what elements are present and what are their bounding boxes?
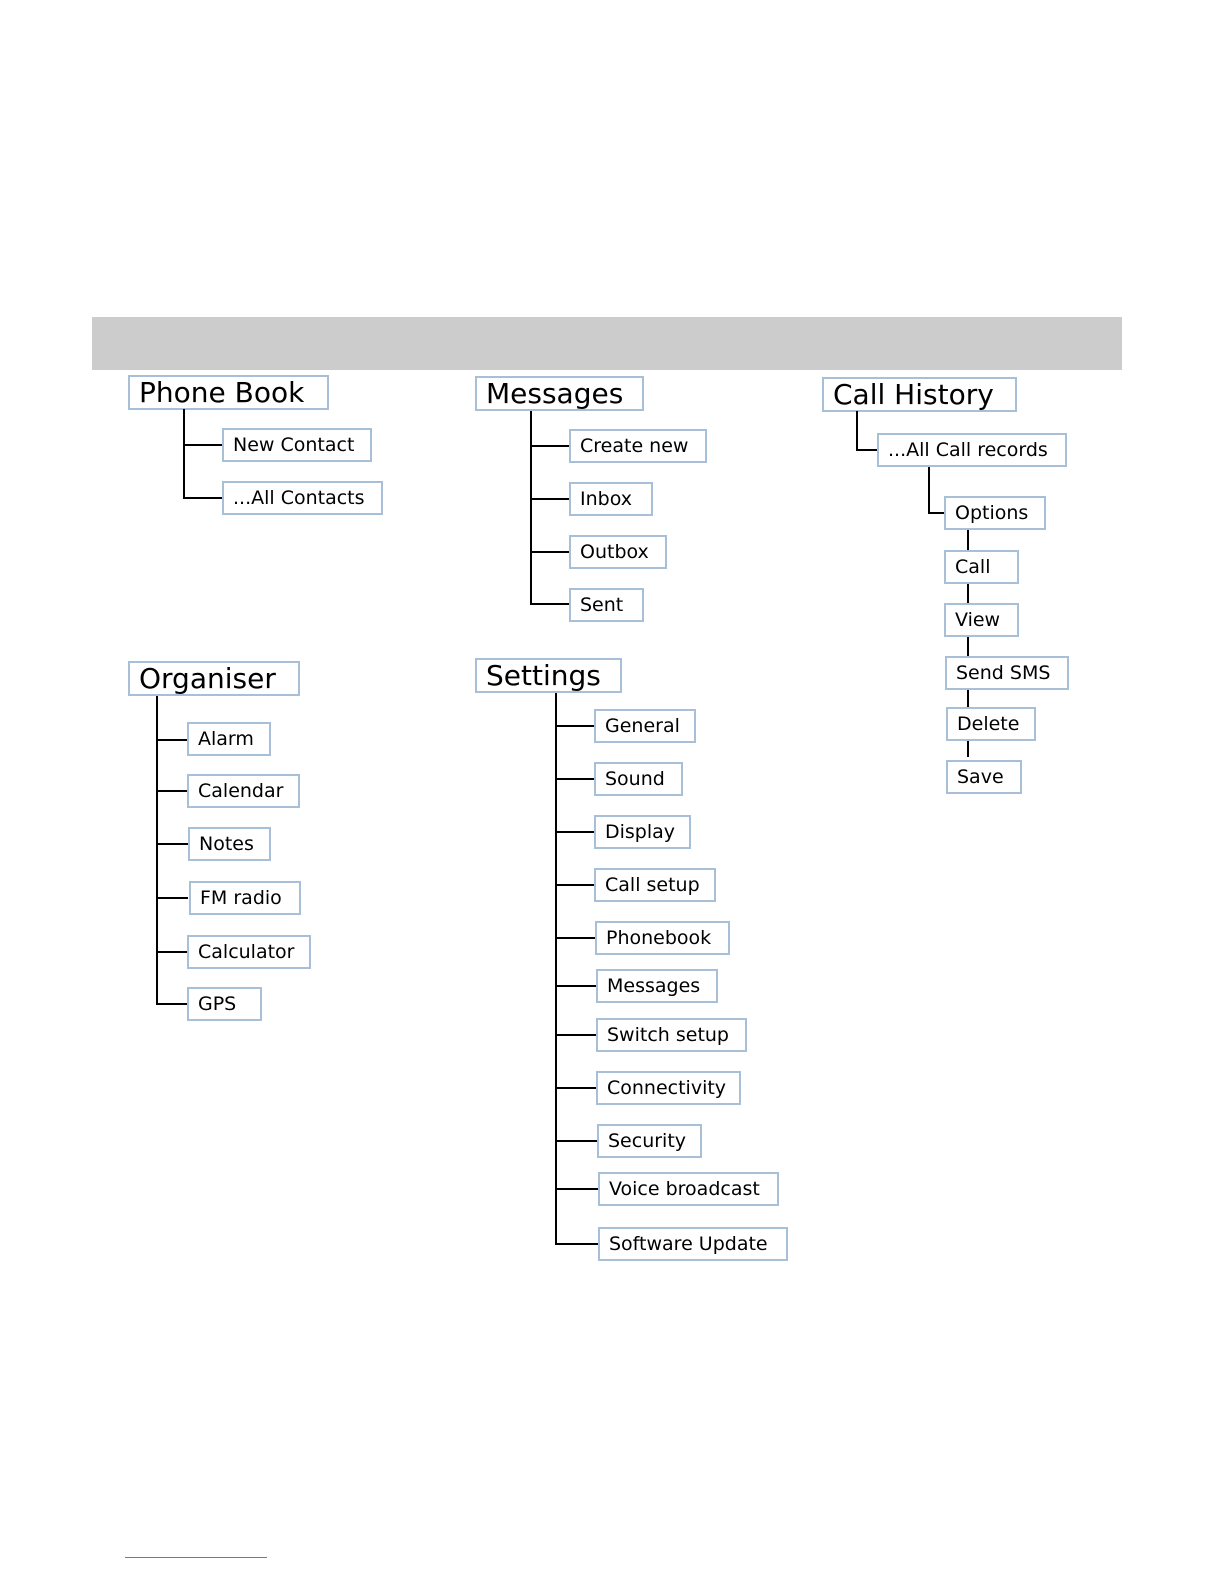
menu-item-inbox[interactable]: Inbox <box>569 482 653 516</box>
connector <box>530 445 570 447</box>
connector <box>183 497 223 499</box>
header-band <box>92 317 1122 370</box>
menu-item-sound[interactable]: Sound <box>594 762 683 796</box>
connector <box>530 498 570 500</box>
connector <box>156 843 188 845</box>
messages-trunk <box>530 411 532 604</box>
menu-item-save[interactable]: Save <box>946 760 1022 794</box>
menu-item-calendar[interactable]: Calendar <box>187 774 300 808</box>
connector <box>555 1188 599 1190</box>
menu-item-sent[interactable]: Sent <box>569 588 644 622</box>
call-history-trunk <box>856 411 858 451</box>
menu-item-phonebook[interactable]: Phonebook <box>595 921 730 955</box>
connector <box>928 512 945 514</box>
connector <box>555 1243 599 1245</box>
records-trunk <box>928 467 930 514</box>
connector <box>183 444 223 446</box>
organiser-trunk <box>156 696 158 1004</box>
settings-title[interactable]: Settings <box>475 658 622 693</box>
menu-item-software-update[interactable]: Software Update <box>598 1227 788 1261</box>
menu-item-switch-setup[interactable]: Switch setup <box>596 1018 747 1052</box>
menu-item-all-contacts[interactable]: ...All Contacts <box>222 481 383 515</box>
connector <box>555 831 595 833</box>
menu-item-alarm[interactable]: Alarm <box>187 722 271 756</box>
menu-item-delete[interactable]: Delete <box>946 707 1036 741</box>
menu-item-all-call-records[interactable]: ...All Call records <box>877 433 1067 467</box>
organiser-title[interactable]: Organiser <box>128 661 300 696</box>
menu-item-display[interactable]: Display <box>594 815 691 849</box>
menu-item-options[interactable]: Options <box>944 496 1046 530</box>
connector <box>156 790 188 792</box>
menu-item-call[interactable]: Call <box>944 550 1019 584</box>
connector <box>555 1034 597 1036</box>
footnote-rule <box>125 1557 267 1558</box>
connector <box>555 725 595 727</box>
menu-item-gps[interactable]: GPS <box>187 987 262 1021</box>
connector <box>555 1087 597 1089</box>
menu-item-new-contact[interactable]: New Contact <box>222 428 372 462</box>
connector <box>156 897 188 899</box>
connector <box>156 951 188 953</box>
menu-item-fm-radio[interactable]: FM radio <box>189 881 301 915</box>
menu-item-call-setup[interactable]: Call setup <box>594 868 716 902</box>
messages-title[interactable]: Messages <box>475 376 644 411</box>
menu-item-view[interactable]: View <box>944 603 1019 637</box>
menu-item-general[interactable]: General <box>594 709 696 743</box>
menu-item-security[interactable]: Security <box>597 1124 702 1158</box>
settings-trunk <box>555 693 557 1245</box>
connector <box>530 551 570 553</box>
connector <box>856 449 878 451</box>
connector <box>156 1003 188 1005</box>
phone-book-trunk <box>183 409 185 498</box>
connector <box>555 1140 598 1142</box>
connector <box>555 778 595 780</box>
menu-item-create-new[interactable]: Create new <box>569 429 707 463</box>
connector <box>555 985 597 987</box>
connector <box>156 739 188 741</box>
connector <box>530 603 570 605</box>
menu-item-notes[interactable]: Notes <box>188 827 271 861</box>
connector <box>555 937 596 939</box>
call-history-title[interactable]: Call History <box>822 377 1017 412</box>
menu-item-voice-broadcast[interactable]: Voice broadcast <box>598 1172 779 1206</box>
phone-book-title[interactable]: Phone Book <box>128 375 329 410</box>
menu-item-outbox[interactable]: Outbox <box>569 535 667 569</box>
menu-item-calculator[interactable]: Calculator <box>187 935 311 969</box>
menu-item-connectivity[interactable]: Connectivity <box>596 1071 741 1105</box>
menu-item-messages[interactable]: Messages <box>596 969 718 1003</box>
connector <box>555 884 595 886</box>
menu-item-send-sms[interactable]: Send SMS <box>945 656 1069 690</box>
